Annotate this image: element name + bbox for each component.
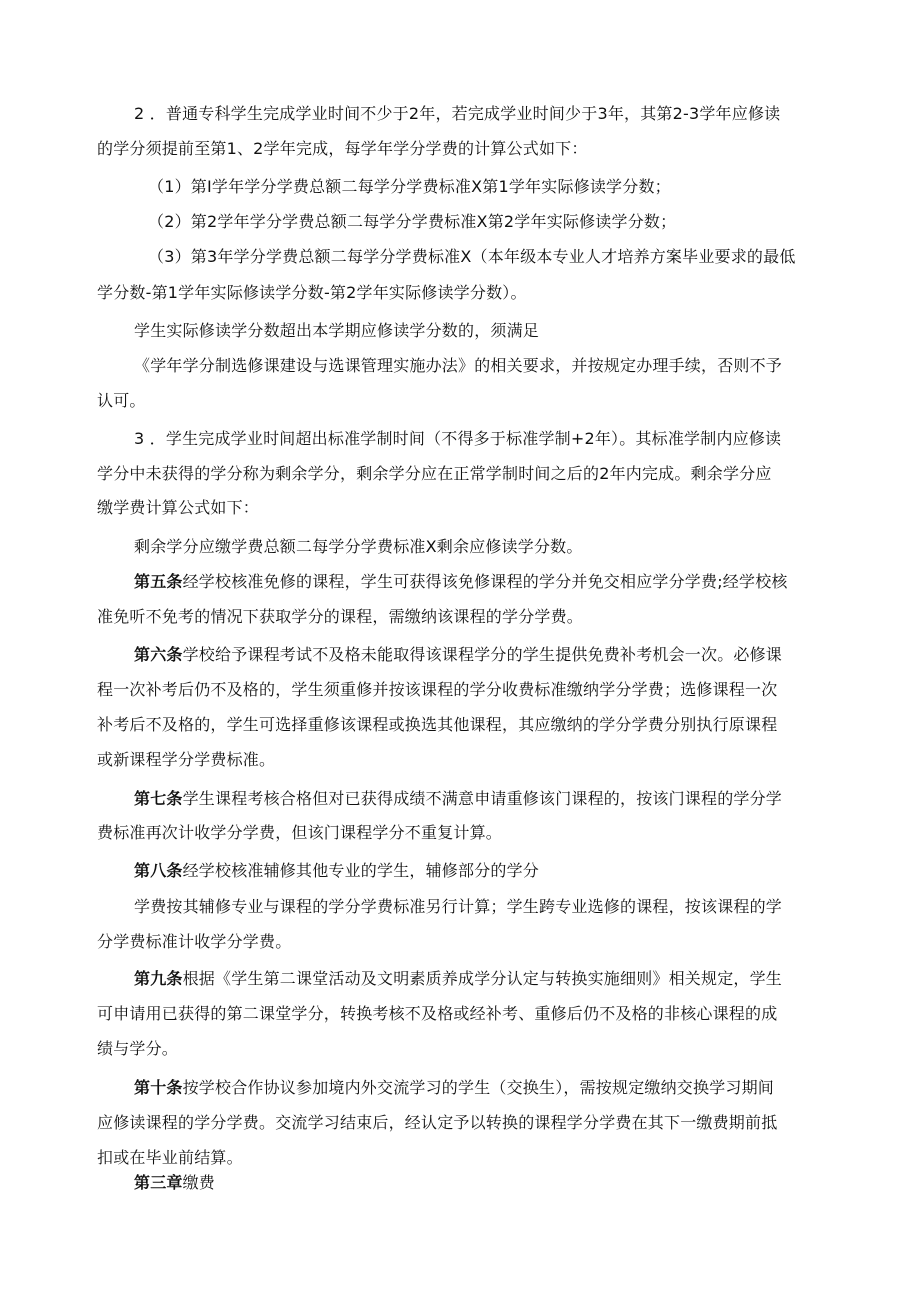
- article-number: 第八条: [134, 861, 183, 880]
- paragraph-line: 学分数-第1学年实际修读学分数-第2学年实际修读学分数）。: [97, 283, 527, 302]
- paragraph-line: 认可。: [97, 391, 146, 410]
- article-6: 第六条学校给予课程考试不及格未能取得该课程学分的学生提供免费补考机会一次。必修课: [134, 645, 783, 664]
- article-number: 第十条: [134, 1078, 183, 1097]
- article-number: 第六条: [134, 645, 183, 664]
- paragraph-line: 补考后不及格的，学生可选择重修该课程或换选其他课程，其应缴纳的学分学费分别执行原课程: [97, 715, 778, 734]
- formula-line: 剩余学分应缴学费总额二每学分学费标准X剩余应修读学分数。: [134, 537, 583, 556]
- article-number: 第九条: [134, 969, 183, 988]
- paragraph-line: 缴学费计算公式如下：: [97, 498, 260, 517]
- formula-line-3: （3）第3年学分学费总额二每学分学费标准X（本年级本专业人才培养方案毕业要求的最低: [148, 247, 796, 266]
- paragraph-line: 学分中未获得的学分称为剩余学分，剩余学分应在正常学制时间之后的2年内完成。剩余学分应: [97, 464, 772, 483]
- article-number: 第七条: [134, 789, 183, 808]
- article-8: 第八条经学校核准辅修其他专业的学生，辅修部分的学分: [134, 861, 540, 880]
- formula-line-2: （2）第2学年学分学费总额二每学分学费标准X第2学年实际修读学分数；: [148, 212, 677, 231]
- paragraph-line: 《学年学分制选修课建设与选课管理实施办法》的相关要求，并按规定办理手续，否则不予: [134, 356, 783, 375]
- paragraph-line: 扣或在毕业前结算。: [97, 1148, 243, 1167]
- article-10: 第十条按学校合作协议参加境内外交流学习的学生（交换生），需按规定缴纳交换学习期间: [134, 1078, 775, 1097]
- paragraph-line: 分学费标准计收学分学费。: [97, 932, 292, 951]
- paragraph-line: 准免听不免考的情况下获取学分的课程，需缴纳该课程的学分学费。: [97, 607, 584, 626]
- paragraph-line: 费标准再次计收学分学费，但该门课程学分不重复计算。: [97, 823, 503, 842]
- paragraph-line: 学生实际修读学分数超出本学期应修读学分数的，须满足: [134, 321, 540, 340]
- paragraph-line: 可申请用已获得的第二课堂学分，转换考核不及格或经补考、重修后仍不及格的非核心课程的成: [97, 1004, 778, 1023]
- paragraph-line: 绩与学分。: [97, 1039, 179, 1058]
- paragraph-line: 应修读课程的学分学费。交流学习结束后，经认定予以转换的课程学分学费在其下一缴费期前抵: [97, 1113, 778, 1132]
- paragraph-line: 学费按其辅修专业与课程的学分学费标准另行计算；学生跨专业选修的课程，按该课程的学: [134, 897, 783, 916]
- chapter-number: 第三章: [134, 1173, 183, 1192]
- formula-line-1: （1）第I学年学分学费总额二每学分学费标准X第1学年实际修读学分数；: [148, 177, 671, 196]
- article-9: 第九条根据《学生第二课堂活动及文明素质养成学分认定与转换实施细则》相关规定，学生: [134, 969, 783, 988]
- paragraph-line: 或新课程学分学费标准。: [97, 750, 276, 769]
- paragraph-line: 3 ．学生完成学业时间超出标准学制时间（不得多于标准学制+2年）。其标准学制内应修读: [134, 429, 782, 448]
- article-7: 第七条学生课程考核合格但对已获得成绩不满意申请重修该门课程的，按该门课程的学分学: [134, 789, 783, 808]
- paragraph-line: 程一次补考后仍不及格的，学生须重修并按该课程的学分收费标准缴纳学分学费；选修课程一次: [97, 680, 778, 699]
- article-number: 第五条: [134, 572, 183, 591]
- chapter-heading: 第三章缴费: [134, 1173, 216, 1192]
- paragraph-line: 的学分须提前至第1、2学年完成，每学年学分学费的计算公式如下：: [97, 139, 588, 158]
- paragraph-line: 2 ．普通专科学生完成学业时间不少于2年，若完成学业时间少于3年，其第2-3学年应修读: [134, 104, 781, 123]
- article-5: 第五条经学校核准免修的课程，学生可获得该免修课程的学分并免交相应学分学费;经学校核: [134, 572, 788, 591]
